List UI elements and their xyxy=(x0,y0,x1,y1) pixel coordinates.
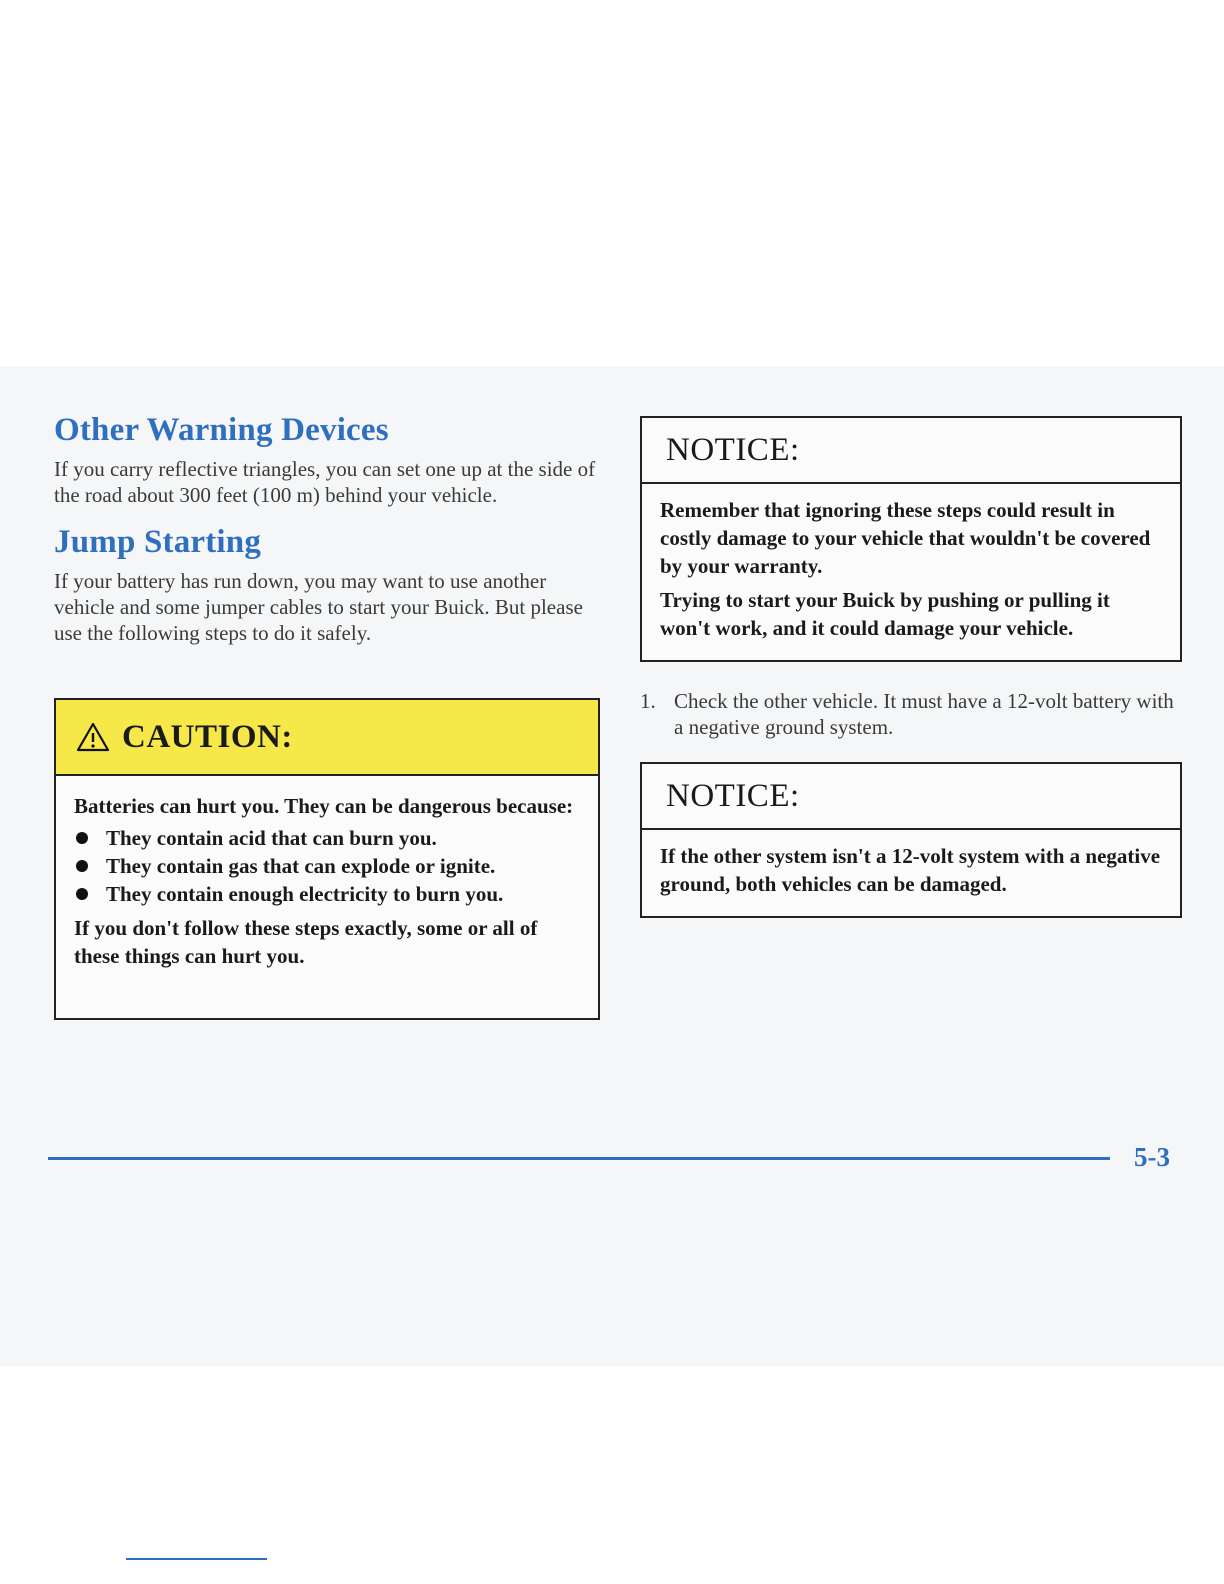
section-heading-jump-starting: Jump Starting xyxy=(54,524,262,560)
notice-body xyxy=(642,830,1180,908)
list-item: They contain gas that can explode or ignite. xyxy=(74,852,580,880)
step-text: Check the other vehicle. It must have a 12-volt battery with a negative ground system. xyxy=(674,689,1174,739)
notice-box-ground-system xyxy=(640,762,1182,918)
notice-title: NOTICE: xyxy=(666,777,800,814)
left-column xyxy=(54,410,599,646)
notice-header xyxy=(642,764,1180,830)
caution-body xyxy=(56,776,598,970)
warning-triangle-icon xyxy=(76,722,110,752)
notice-paragraph: If the other system isn't a 12-volt system with a negative ground, both vehicles can be damaged. xyxy=(660,844,1161,896)
caution-box xyxy=(54,698,600,1020)
caution-title: CAUTION: xyxy=(122,718,293,755)
caution-header xyxy=(56,700,598,776)
notice-paragraph: Remember that ignoring these steps could result in costly damage to your vehicle that wouldn't be covered by your warranty. xyxy=(660,498,1151,578)
bullet-icon xyxy=(76,860,88,872)
other-warning-paragraph: If you carry reflective triangles, you can set one up at the side of the road about 300 feet (100 m) behind your vehicle. xyxy=(54,457,596,507)
caution-footer: If you don't follow these steps exactly, some or all of these things can hurt you. xyxy=(74,916,538,968)
notice-paragraph: Trying to start your Buick by pushing or pulling it won't work, and it could damage your vehicle. xyxy=(660,588,1110,640)
step-number: 1. xyxy=(640,689,656,713)
notice-box-warranty xyxy=(640,416,1182,662)
list-item: They contain enough electricity to burn you. xyxy=(74,880,580,908)
caution-intro: Batteries can hurt you. They can be dangerous because: xyxy=(74,794,574,818)
section-heading-other-warning-devices: Other Warning Devices xyxy=(54,412,389,448)
jump-starting-paragraph: If your battery has run down, you may want to use another vehicle and some jumper cables to start your Buick. But please use the following steps to do it safely. xyxy=(54,569,583,645)
step-1 xyxy=(640,688,1185,740)
footer-divider xyxy=(48,1157,1110,1160)
page-number: 5-3 xyxy=(1134,1142,1170,1172)
notice-body xyxy=(642,484,1180,652)
list-item: They contain acid that can burn you. xyxy=(74,824,580,852)
bottom-divider xyxy=(126,1558,267,1560)
bullet-icon xyxy=(76,888,88,900)
notice-title: NOTICE: xyxy=(666,431,800,468)
notice-header xyxy=(642,418,1180,484)
caution-bullet-list xyxy=(74,824,580,908)
bullet-icon xyxy=(76,832,88,844)
